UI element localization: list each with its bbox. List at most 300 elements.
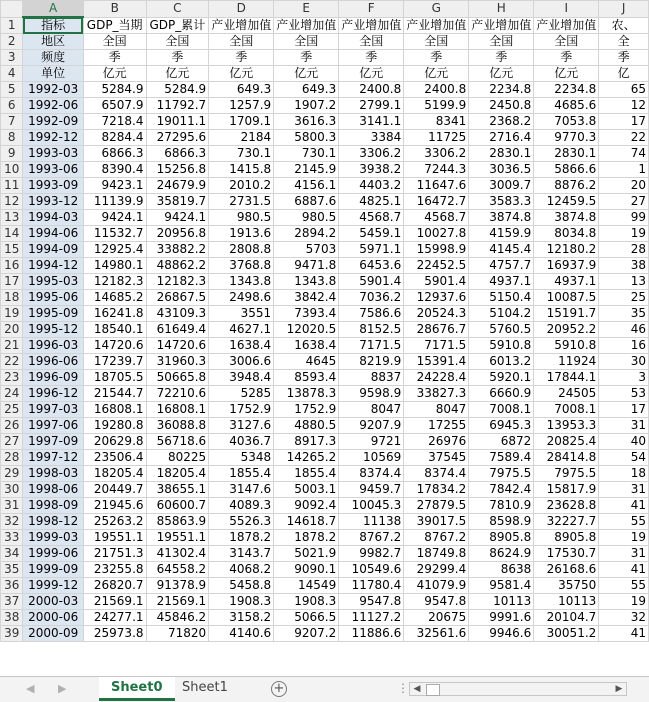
cell[interactable]: 9459.7: [339, 482, 404, 498]
cell[interactable]: 3551: [209, 306, 274, 322]
cell[interactable]: 5458.8: [209, 578, 274, 594]
cell[interactable]: 亿: [599, 66, 649, 82]
cell[interactable]: 5284.9: [83, 82, 146, 98]
cell[interactable]: 18: [599, 466, 649, 482]
cell[interactable]: 3583.3: [469, 194, 534, 210]
cell[interactable]: 9090.1: [274, 562, 339, 578]
column-header-j[interactable]: J: [599, 1, 649, 18]
cell[interactable]: 8047: [339, 402, 404, 418]
cell[interactable]: 26168.6: [534, 562, 599, 578]
cell[interactable]: 980.5: [274, 210, 339, 226]
cell[interactable]: 730.1: [209, 146, 274, 162]
cell[interactable]: 8917.3: [274, 434, 339, 450]
cell[interactable]: 3306.2: [339, 146, 404, 162]
row-header[interactable]: 37: [1, 594, 23, 610]
cell[interactable]: 71820: [146, 626, 209, 642]
cell[interactable]: 1995-03: [23, 274, 83, 290]
cell[interactable]: 7810.9: [469, 498, 534, 514]
cell[interactable]: 7975.5: [469, 466, 534, 482]
cell[interactable]: 23628.8: [534, 498, 599, 514]
cell[interactable]: 2400.8: [404, 82, 469, 98]
cell[interactable]: 季: [404, 50, 469, 66]
cell[interactable]: 1999-12: [23, 578, 83, 594]
cell[interactable]: 6013.2: [469, 354, 534, 370]
cell[interactable]: 41302.4: [146, 546, 209, 562]
cell[interactable]: 45846.2: [146, 610, 209, 626]
cell[interactable]: 7842.4: [469, 482, 534, 498]
cell[interactable]: 9424.1: [146, 210, 209, 226]
cell[interactable]: 4403.2: [339, 178, 404, 194]
cell[interactable]: 亿元: [339, 66, 404, 82]
cell[interactable]: 1343.8: [274, 274, 339, 290]
cell[interactable]: 1: [599, 162, 649, 178]
cell[interactable]: 20952.2: [534, 322, 599, 338]
cell[interactable]: 2894.2: [274, 226, 339, 242]
cell[interactable]: 37545: [404, 450, 469, 466]
row-header[interactable]: 5: [1, 82, 23, 98]
cell[interactable]: 3036.5: [469, 162, 534, 178]
cell[interactable]: 31: [599, 418, 649, 434]
row-header[interactable]: 21: [1, 338, 23, 354]
cell[interactable]: 12925.4: [83, 242, 146, 258]
cell[interactable]: 14980.1: [83, 258, 146, 274]
cell[interactable]: 11127.2: [339, 610, 404, 626]
cell[interactable]: 10027.8: [404, 226, 469, 242]
cell[interactable]: 15817.9: [534, 482, 599, 498]
cell[interactable]: 1257.9: [209, 98, 274, 114]
cell[interactable]: 2184: [209, 130, 274, 146]
cell[interactable]: 2799.1: [339, 98, 404, 114]
cell[interactable]: 2830.1: [534, 146, 599, 162]
cell[interactable]: 8219.9: [339, 354, 404, 370]
cell[interactable]: 5866.6: [534, 162, 599, 178]
cell[interactable]: 21751.3: [83, 546, 146, 562]
cell[interactable]: 11886.6: [339, 626, 404, 642]
cell[interactable]: 3874.8: [469, 210, 534, 226]
row-header[interactable]: 39: [1, 626, 23, 642]
cell[interactable]: 5150.4: [469, 290, 534, 306]
cell[interactable]: 2450.8: [469, 98, 534, 114]
cell[interactable]: 11780.4: [339, 578, 404, 594]
cell[interactable]: 11792.7: [146, 98, 209, 114]
cell[interactable]: 15998.9: [404, 242, 469, 258]
cell[interactable]: 8624.9: [469, 546, 534, 562]
cell[interactable]: 1878.2: [209, 530, 274, 546]
cell[interactable]: 9982.7: [339, 546, 404, 562]
cell[interactable]: 4937.1: [469, 274, 534, 290]
cell[interactable]: 产业增加值: [534, 17, 599, 34]
tab-sheet0[interactable]: Sheet0: [99, 677, 175, 701]
cell[interactable]: 4140.6: [209, 626, 274, 642]
cell[interactable]: 10045.3: [339, 498, 404, 514]
row-header[interactable]: 2: [1, 34, 23, 50]
row-header[interactable]: 3: [1, 50, 23, 66]
cell[interactable]: 4825.1: [339, 194, 404, 210]
cell[interactable]: 3158.2: [209, 610, 274, 626]
cell[interactable]: 24277.1: [83, 610, 146, 626]
horizontal-scrollbar[interactable]: [409, 682, 627, 696]
cell[interactable]: 4880.5: [274, 418, 339, 434]
cell[interactable]: 3: [599, 370, 649, 386]
cell[interactable]: 1994-12: [23, 258, 83, 274]
cell[interactable]: 亿元: [404, 66, 469, 82]
cell[interactable]: 22: [599, 130, 649, 146]
cell[interactable]: 19551.1: [146, 530, 209, 546]
cell[interactable]: 5800.3: [274, 130, 339, 146]
cell[interactable]: GDP_当期: [83, 17, 146, 34]
cell[interactable]: 8284.4: [83, 130, 146, 146]
cell[interactable]: 1855.4: [209, 466, 274, 482]
cell[interactable]: 1999-06: [23, 546, 83, 562]
cell[interactable]: GDP_累计: [146, 17, 209, 34]
cell[interactable]: 31: [599, 482, 649, 498]
cell[interactable]: 33882.2: [146, 242, 209, 258]
row-header[interactable]: 33: [1, 530, 23, 546]
cell[interactable]: 4568.7: [404, 210, 469, 226]
cell[interactable]: 频度: [23, 50, 83, 66]
cell[interactable]: 74: [599, 146, 649, 162]
cell[interactable]: 11138: [339, 514, 404, 530]
cell[interactable]: 1995-06: [23, 290, 83, 306]
cell[interactable]: 32561.6: [404, 626, 469, 642]
cell[interactable]: 季: [209, 50, 274, 66]
cell[interactable]: 46: [599, 322, 649, 338]
cell[interactable]: 农、: [599, 17, 649, 34]
cell[interactable]: 1752.9: [274, 402, 339, 418]
cell[interactable]: 亿元: [83, 66, 146, 82]
cell[interactable]: 1709.1: [209, 114, 274, 130]
cell[interactable]: 3306.2: [404, 146, 469, 162]
cell[interactable]: 33827.3: [404, 386, 469, 402]
cell[interactable]: 1998-12: [23, 514, 83, 530]
cell[interactable]: 9092.4: [274, 498, 339, 514]
cell[interactable]: 12182.3: [146, 274, 209, 290]
cell[interactable]: 8638: [469, 562, 534, 578]
cell[interactable]: 亿元: [146, 66, 209, 82]
cell[interactable]: 8034.8: [534, 226, 599, 242]
cell[interactable]: 36088.8: [146, 418, 209, 434]
row-header[interactable]: 19: [1, 306, 23, 322]
cell[interactable]: 1415.8: [209, 162, 274, 178]
row-header[interactable]: 24: [1, 386, 23, 402]
cell[interactable]: 4089.3: [209, 498, 274, 514]
cell[interactable]: 5901.4: [404, 274, 469, 290]
cell[interactable]: 35: [599, 306, 649, 322]
column-header-e[interactable]: E: [274, 1, 339, 18]
cell[interactable]: 38655.1: [146, 482, 209, 498]
cell[interactable]: 27: [599, 194, 649, 210]
cell[interactable]: 6453.6: [339, 258, 404, 274]
row-header[interactable]: 18: [1, 290, 23, 306]
cell[interactable]: 1855.4: [274, 466, 339, 482]
cell[interactable]: 30: [599, 354, 649, 370]
cell[interactable]: 9581.4: [469, 578, 534, 594]
row-header[interactable]: 14: [1, 226, 23, 242]
cell[interactable]: 7589.4: [469, 450, 534, 466]
cell[interactable]: 9598.9: [339, 386, 404, 402]
cell[interactable]: 5971.1: [339, 242, 404, 258]
cell[interactable]: 4627.1: [209, 322, 274, 338]
cell[interactable]: 8905.8: [469, 530, 534, 546]
cell[interactable]: 季: [83, 50, 146, 66]
cell[interactable]: 649.3: [274, 82, 339, 98]
cell[interactable]: 16937.9: [534, 258, 599, 274]
cell[interactable]: 9946.6: [469, 626, 534, 642]
cell[interactable]: 3141.1: [339, 114, 404, 130]
cell[interactable]: 18749.8: [404, 546, 469, 562]
scroll-left-icon[interactable]: ◀: [413, 684, 421, 694]
cell[interactable]: 20: [599, 178, 649, 194]
row-header[interactable]: 22: [1, 354, 23, 370]
cell[interactable]: 4156.1: [274, 178, 339, 194]
cell[interactable]: 1638.4: [274, 338, 339, 354]
cell[interactable]: 4645: [274, 354, 339, 370]
row-header[interactable]: 16: [1, 258, 23, 274]
cell[interactable]: 18205.4: [146, 466, 209, 482]
cell[interactable]: 8767.2: [339, 530, 404, 546]
cell[interactable]: 8390.4: [83, 162, 146, 178]
cell[interactable]: 20449.7: [83, 482, 146, 498]
cell[interactable]: 2808.8: [209, 242, 274, 258]
cell[interactable]: 41: [599, 626, 649, 642]
cell[interactable]: 8374.4: [404, 466, 469, 482]
cell[interactable]: 1995-12: [23, 322, 83, 338]
cell[interactable]: 1992-09: [23, 114, 83, 130]
cell[interactable]: 14685.2: [83, 290, 146, 306]
cell[interactable]: 15191.7: [534, 306, 599, 322]
row-header[interactable]: 34: [1, 546, 23, 562]
cell[interactable]: 9423.1: [83, 178, 146, 194]
cell[interactable]: 730.1: [274, 146, 339, 162]
cell[interactable]: 5003.1: [274, 482, 339, 498]
cell[interactable]: 2400.8: [339, 82, 404, 98]
cell[interactable]: 2368.2: [469, 114, 534, 130]
cell[interactable]: 80225: [146, 450, 209, 466]
cell[interactable]: 9547.8: [339, 594, 404, 610]
cell[interactable]: 1998-06: [23, 482, 83, 498]
cell[interactable]: 25263.2: [83, 514, 146, 530]
cell[interactable]: 1992-06: [23, 98, 83, 114]
cell[interactable]: 7586.6: [339, 306, 404, 322]
cell[interactable]: 15256.8: [146, 162, 209, 178]
cell[interactable]: 2000-09: [23, 626, 83, 642]
cell[interactable]: 7393.4: [274, 306, 339, 322]
cell[interactable]: 7244.3: [404, 162, 469, 178]
row-header[interactable]: 13: [1, 210, 23, 226]
cell[interactable]: 12459.5: [534, 194, 599, 210]
cell[interactable]: 产业增加值: [404, 17, 469, 34]
cell[interactable]: 1993-06: [23, 162, 83, 178]
cell[interactable]: 25: [599, 290, 649, 306]
cell[interactable]: 8374.4: [339, 466, 404, 482]
row-header[interactable]: 15: [1, 242, 23, 258]
cell[interactable]: 48862.2: [146, 258, 209, 274]
cell[interactable]: 全国: [146, 34, 209, 50]
cell[interactable]: 9424.1: [83, 210, 146, 226]
cell[interactable]: 产业增加值: [209, 17, 274, 34]
cell[interactable]: 2000-03: [23, 594, 83, 610]
cell[interactable]: 3006.6: [209, 354, 274, 370]
cell[interactable]: 10113: [534, 594, 599, 610]
cell[interactable]: 18540.1: [83, 322, 146, 338]
cell[interactable]: 12182.3: [83, 274, 146, 290]
cell[interactable]: 5526.3: [209, 514, 274, 530]
cell[interactable]: 指标: [23, 17, 83, 34]
cell[interactable]: 9721: [339, 434, 404, 450]
cell[interactable]: 21569.1: [83, 594, 146, 610]
cell[interactable]: 亿元: [274, 66, 339, 82]
cell[interactable]: 11647.6: [404, 178, 469, 194]
cell[interactable]: 35750: [534, 578, 599, 594]
cell[interactable]: 85863.9: [146, 514, 209, 530]
cell[interactable]: 11725: [404, 130, 469, 146]
row-header[interactable]: 27: [1, 434, 23, 450]
row-header[interactable]: 9: [1, 146, 23, 162]
cell[interactable]: 1993-12: [23, 194, 83, 210]
cell[interactable]: 54: [599, 450, 649, 466]
cell[interactable]: 季: [469, 50, 534, 66]
cell[interactable]: 23255.8: [83, 562, 146, 578]
cell[interactable]: 28414.8: [534, 450, 599, 466]
row-header[interactable]: 26: [1, 418, 23, 434]
row-header[interactable]: 31: [1, 498, 23, 514]
cell[interactable]: 19: [599, 594, 649, 610]
cell[interactable]: 1913.6: [209, 226, 274, 242]
cell[interactable]: 18205.4: [83, 466, 146, 482]
cell[interactable]: 2234.8: [469, 82, 534, 98]
row-header[interactable]: 4: [1, 66, 23, 82]
cell[interactable]: 41: [599, 562, 649, 578]
cell[interactable]: 2234.8: [534, 82, 599, 98]
row-header[interactable]: 28: [1, 450, 23, 466]
cell[interactable]: 649.3: [209, 82, 274, 98]
column-header-i[interactable]: I: [534, 1, 599, 18]
cell[interactable]: 2145.9: [274, 162, 339, 178]
scroll-right-icon[interactable]: ▶: [615, 684, 623, 694]
cell[interactable]: 1994-09: [23, 242, 83, 258]
cell[interactable]: 全: [599, 34, 649, 50]
cell[interactable]: 35819.7: [146, 194, 209, 210]
cell[interactable]: 14720.6: [83, 338, 146, 354]
cell[interactable]: 12180.2: [534, 242, 599, 258]
cell[interactable]: 10113: [469, 594, 534, 610]
cell[interactable]: 3009.7: [469, 178, 534, 194]
column-header-a[interactable]: A: [23, 1, 83, 18]
cell[interactable]: 产业增加值: [469, 17, 534, 34]
cell[interactable]: 8047: [404, 402, 469, 418]
cell[interactable]: 5199.9: [404, 98, 469, 114]
cell[interactable]: 3147.6: [209, 482, 274, 498]
cell[interactable]: 41079.9: [404, 578, 469, 594]
cell[interactable]: 4937.1: [534, 274, 599, 290]
cell[interactable]: 1997-12: [23, 450, 83, 466]
row-header[interactable]: 7: [1, 114, 23, 130]
cell[interactable]: 26976: [404, 434, 469, 450]
cell[interactable]: 8152.5: [339, 322, 404, 338]
cell[interactable]: 4145.4: [469, 242, 534, 258]
cell[interactable]: 27879.5: [404, 498, 469, 514]
column-header-f[interactable]: F: [339, 1, 404, 18]
cell[interactable]: 1994-03: [23, 210, 83, 226]
cell[interactable]: 7053.8: [534, 114, 599, 130]
cell[interactable]: 1907.2: [274, 98, 339, 114]
cell[interactable]: 19551.1: [83, 530, 146, 546]
cell[interactable]: 50665.8: [146, 370, 209, 386]
cell[interactable]: 1997-06: [23, 418, 83, 434]
cell[interactable]: 产业增加值: [274, 17, 339, 34]
cell[interactable]: 1638.4: [209, 338, 274, 354]
cell[interactable]: 3874.8: [534, 210, 599, 226]
cell[interactable]: 20956.8: [146, 226, 209, 242]
cell[interactable]: 17834.2: [404, 482, 469, 498]
cell[interactable]: 4068.2: [209, 562, 274, 578]
cell[interactable]: 季: [339, 50, 404, 66]
cell[interactable]: 全国: [469, 34, 534, 50]
cell[interactable]: 980.5: [209, 210, 274, 226]
cell[interactable]: 季: [274, 50, 339, 66]
cell[interactable]: 1993-03: [23, 146, 83, 162]
cell[interactable]: 8767.2: [404, 530, 469, 546]
cell[interactable]: 1998-03: [23, 466, 83, 482]
cell[interactable]: 6945.3: [469, 418, 534, 434]
row-header[interactable]: 11: [1, 178, 23, 194]
cell[interactable]: 1998-09: [23, 498, 83, 514]
cell[interactable]: 20825.4: [534, 434, 599, 450]
cell[interactable]: 29299.4: [404, 562, 469, 578]
cell[interactable]: 5760.5: [469, 322, 534, 338]
cell[interactable]: 13: [599, 274, 649, 290]
cell[interactable]: 8876.2: [534, 178, 599, 194]
cell[interactable]: 亿元: [209, 66, 274, 82]
select-all-corner[interactable]: [1, 1, 23, 18]
cell[interactable]: 6866.3: [83, 146, 146, 162]
cell[interactable]: 20675: [404, 610, 469, 626]
cell[interactable]: 16472.7: [404, 194, 469, 210]
cell[interactable]: 2000-06: [23, 610, 83, 626]
cell[interactable]: 25973.8: [83, 626, 146, 642]
cell[interactable]: 4036.7: [209, 434, 274, 450]
row-header[interactable]: 17: [1, 274, 23, 290]
cell[interactable]: 1996-06: [23, 354, 83, 370]
cell[interactable]: 3384: [339, 130, 404, 146]
cell[interactable]: 1997-03: [23, 402, 83, 418]
cell[interactable]: 17239.7: [83, 354, 146, 370]
cell[interactable]: 26867.5: [146, 290, 209, 306]
cell[interactable]: 12020.5: [274, 322, 339, 338]
cell[interactable]: 1996-12: [23, 386, 83, 402]
cell[interactable]: 99: [599, 210, 649, 226]
cell[interactable]: 55: [599, 514, 649, 530]
cell[interactable]: 8598.9: [469, 514, 534, 530]
cell[interactable]: 2498.6: [209, 290, 274, 306]
cell[interactable]: 55: [599, 578, 649, 594]
tab-sheet1[interactable]: Sheet1: [182, 680, 228, 695]
cell[interactable]: 61649.4: [146, 322, 209, 338]
cell[interactable]: 28676.7: [404, 322, 469, 338]
cell[interactable]: 17255: [404, 418, 469, 434]
cell[interactable]: 8341: [404, 114, 469, 130]
cell[interactable]: 6866.3: [146, 146, 209, 162]
cell[interactable]: 全国: [339, 34, 404, 50]
cell[interactable]: 1343.8: [209, 274, 274, 290]
cell[interactable]: 1992-03: [23, 82, 83, 98]
cell[interactable]: 17844.1: [534, 370, 599, 386]
cell[interactable]: 5285: [209, 386, 274, 402]
cell[interactable]: 24679.9: [146, 178, 209, 194]
cell[interactable]: 16808.1: [83, 402, 146, 418]
cell[interactable]: 1995-09: [23, 306, 83, 322]
row-header[interactable]: 38: [1, 610, 23, 626]
